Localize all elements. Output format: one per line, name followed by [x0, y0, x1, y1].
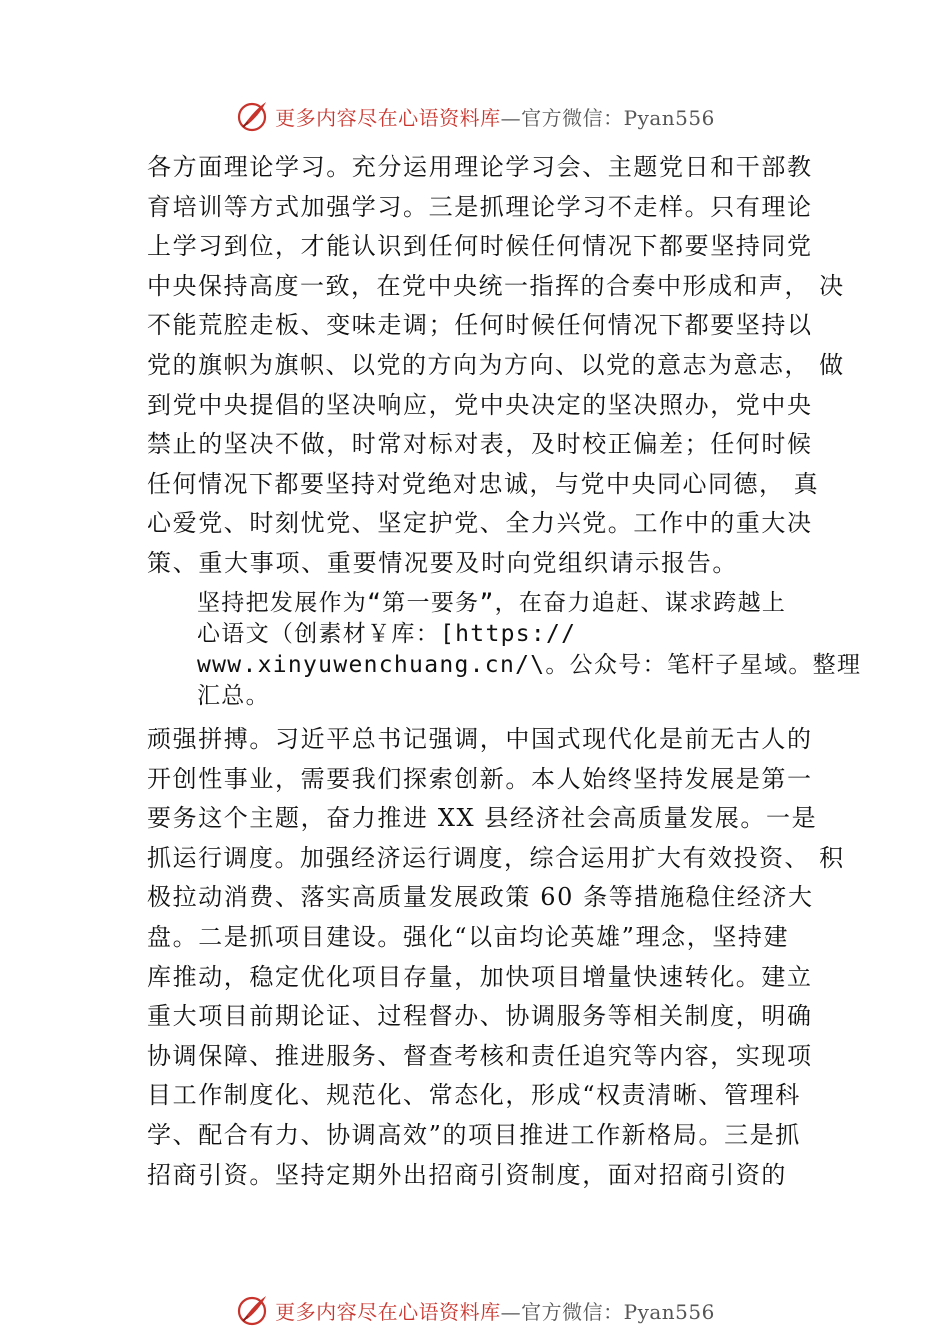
paragraph-1 [147, 148, 845, 584]
text-line: 心爱党、时刻忧党、坚定护党、全力兴党。工作中的重大决 [147, 509, 813, 538]
indented-line: 心语文（创素材￥库：[https:// [197, 621, 577, 647]
watermark-red-text: 更多内容尽在心语资料库 [275, 1299, 501, 1324]
text-line: 抓运行调度。加强经济运行调度，综合运用扩大有效投资、 积 [147, 843, 845, 872]
text-line: 禁止的坚决不做，时常对标对表，及时校正偏差；任何时候 [147, 430, 813, 459]
quill-pen-logo-icon [235, 98, 271, 134]
text-line: 上学习到位，才能认识到任何时候任何情况下都要坚持同党 [147, 232, 813, 261]
text-line: 任何情况下都要坚持对党绝对忠诚，与党中央同心同德， 真 [147, 469, 820, 498]
paragraph-2 [147, 720, 845, 1195]
text-line: 各方面理论学习。充分运用理论学习会、主题党日和干部教 [147, 153, 813, 181]
watermark-text [275, 1296, 715, 1325]
text-line: 重大项目前期论证、过程督办、协调服务等相关制度，明确 [147, 1002, 813, 1031]
indented-line: www.xinyuwenchuang.cn/\。公众号：笔杆子星域。整理 [197, 652, 862, 678]
watermark-banner-top [0, 96, 950, 136]
indented-line: 坚持把发展作为“第一要务”，在奋力追赶、谋求跨越上 [197, 590, 787, 616]
watermark-wechat-id: Pyan556 [623, 105, 715, 130]
watermark-dash: — [500, 1299, 522, 1324]
text-line: 学、配合有力、协调高效”的项目推进工作新格局。三是抓 [147, 1120, 801, 1149]
watermark-red-text: 更多内容尽在心语资料库 [275, 105, 501, 130]
text-line: 极拉动消费、落实高质量发展政策 60 条等措施稳住经济大 [147, 883, 814, 912]
watermark-gray-text: 官方微信： [521, 105, 624, 130]
watermark-wechat-id: Pyan556 [623, 1299, 715, 1324]
watermark-dash: — [500, 105, 522, 130]
watermark-banner-bottom [0, 1290, 950, 1330]
text-line: 党的旗帜为旗帜、以党的方向为方向、以党的意志为意志， 做 [147, 350, 845, 379]
text-line: 到党中央提倡的坚决响应，党中央决定的坚决照办，党中央 [147, 390, 813, 419]
watermark-gray-text: 官方微信： [521, 1299, 624, 1324]
text-line: 盘。二是抓项目建设。强化“以亩均论英雄”理念，坚持建 [147, 922, 790, 951]
quill-pen-logo-icon [235, 1292, 271, 1328]
indented-note-block [197, 588, 862, 712]
text-line: 目工作制度化、规范化、常态化，形成“权责清晰、管理科 [147, 1081, 801, 1110]
text-line: 顽强拼搏。习近平总书记强调，中国式现代化是前无古人的 [147, 725, 813, 753]
text-line: 要务这个主题，奋力推进 XX 县经济社会高质量发展。一是 [147, 804, 818, 833]
text-line: 中央保持高度一致，在党中央统一指挥的合奏中形成和声， 决 [147, 271, 845, 300]
text-line: 招商引资。坚持定期外出招商引资制度，面对招商引资的 [147, 1160, 787, 1189]
text-line: 不能荒腔走板、变味走调；任何时候任何情况下都要坚持以 [147, 311, 813, 340]
indented-line: 汇总。 [197, 683, 270, 709]
text-line: 库推动，稳定优化项目存量，加快项目增量快速转化。建立 [147, 962, 813, 991]
watermark-text [275, 102, 715, 131]
text-line: 育培训等方式加强学习。三是抓理论学习不走样。只有理论 [147, 192, 813, 221]
text-line: 策、重大事项、重要情况要及时向党组织请示报告。 [147, 548, 739, 577]
text-line: 开创性事业，需要我们探索创新。本人始终坚持发展是第一 [147, 764, 813, 793]
text-line: 协调保障、推进服务、督查考核和责任追究等内容，实现项 [147, 1041, 813, 1070]
